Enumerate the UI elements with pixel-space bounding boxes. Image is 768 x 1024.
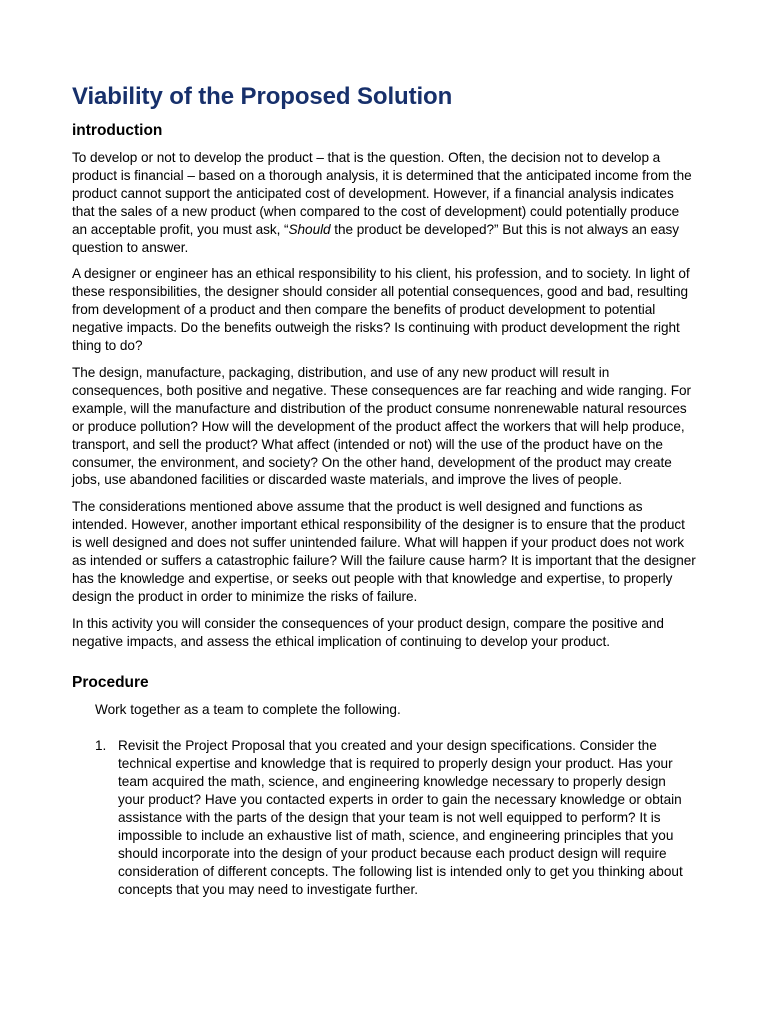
intro-paragraph-1 [72, 149, 696, 256]
intro-paragraph-2: A designer or engineer has an ethical responsibility to his client, his profession, and to society. In light of these responsibilities, the designer should consider all potential consequences, good and bad, resulting from development of a product and then compare the benefits of product development to potential negative impacts. Do the benefits outweigh the risks? Is continuing with product development the right thing to do? [72, 266, 690, 354]
step-text: Revisit the Project Proposal that you created and your design specifications. Consider the technical expertise and knowledge that is required to properly design your product. Has your team acquired the math, science, and engineering knowledge necessary to properly design your product? Have you contacted experts in order to gain the necessary knowledge or obtain assistance with the parts of the design that your team is not well equipped to perform? It is impossible to include an exhaustive list of math, science, and engineering principles that you should incorporate into the design of your product because each product design will require consideration of different concepts. The following list is intended only to get you thinking about concepts that you may need to investigate further. [118, 738, 683, 897]
intro-paragraph-1-text-end: the product be developed?” But this is not always an easy question to answer. [72, 221, 680, 255]
step-number: 1. [95, 738, 107, 754]
procedure-step [72, 737, 696, 898]
introduction-heading: introduction [72, 122, 163, 139]
procedure-heading: Procedure [72, 673, 149, 691]
intro-paragraph-3: The design, manufacture, packaging, distribution, and use of any new product will result in consequences, both positive and negative. These consequences are far reaching and wide ranging. For example, will the manufacture and distribution of the product consume nonrenewable natural resources or produce pollution? How will the development of the product affect the workers that will help produce, transport, and sell the product? What affect (intended or not) will the use of the product have on the consumer, the environment, and society? On the other hand, development of the product may create jobs, use abandoned facilities or discarded waste materials, and improve the lives of people. [72, 364, 692, 488]
procedure-intro: Work together as a team to complete the following. [95, 701, 401, 717]
procedure-section [72, 673, 696, 899]
intro-paragraph-1-quote: “ [284, 221, 289, 237]
intro-paragraph-1-emphasis: Should [288, 221, 331, 237]
document-title: Viability of the Proposed Solution [72, 83, 453, 110]
intro-paragraph-4: The considerations mentioned above assume that the product is well designed and functions as intended. However, another important ethical responsibility of the designer is to ensure that the product is well designed and does not suffer unintended failure. What will happen if your product does not work as intended or suffers a catastrophic failure? Will the failure cause harm? It is important that the designer has the knowledge and expertise, or seeks out people with that knowledge and expertise, to properly design the product in order to minimize the risks of failure. [72, 499, 696, 604]
procedure-steps [72, 737, 696, 898]
document-page [72, 82, 696, 899]
intro-paragraph-5: In this activity you will consider the consequences of your product design, compare the positive and negative impacts, and assess the ethical implication of continuing to develop your product. [72, 615, 664, 649]
intro-paragraph-1-text: To develop or not to develop the product – that is the question. Often, the decision not to develop a product is financial – based on a thorough analysis, it is determined that the anticipated income from the product cannot support the anticipated cost of development. However, if a financial analysis indicates that the sales of a new product (when compared to the cost of development) could potentially produce an acceptable profit, you must ask, [72, 150, 692, 237]
